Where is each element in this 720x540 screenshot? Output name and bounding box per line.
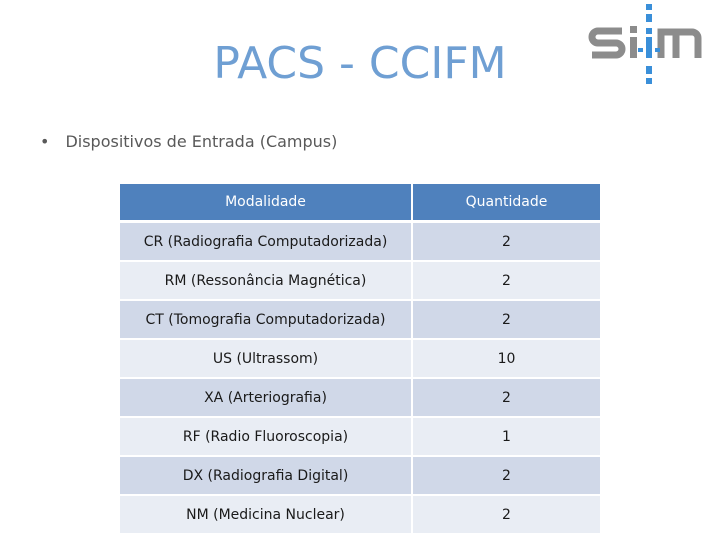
quantity-cell: 1 (413, 418, 600, 457)
modality-cell: DX (Radiografia Digital) (120, 457, 413, 496)
page-title: PACS - CCIFM (213, 38, 507, 89)
table-row (120, 340, 600, 379)
modality-cell: CR (Radiografia Computadorizada) (120, 223, 413, 262)
modality-cell: RM (Ressonância Magnética) (120, 262, 413, 301)
siim-logo (588, 4, 708, 86)
table-row (120, 418, 600, 457)
modality-cell: CT (Tomografia Computadorizada) (120, 301, 413, 340)
bullet-item (40, 132, 337, 151)
modality-cell: NM (Medicina Nuclear) (120, 496, 413, 535)
modality-cell: RF (Radio Fluoroscopia) (120, 418, 413, 457)
quantity-cell: 2 (413, 457, 600, 496)
bullet-icon: • (40, 132, 50, 151)
quantity-cell: 2 (413, 379, 600, 418)
modality-cell: XA (Arteriografia) (120, 379, 413, 418)
table-row (120, 301, 600, 340)
quantity-cell: 2 (413, 223, 600, 262)
quantity-cell: 2 (413, 301, 600, 340)
table-row (120, 457, 600, 496)
header-quantidade: Quantidade (413, 184, 600, 223)
table-row (120, 379, 600, 418)
modality-table (120, 184, 600, 535)
quantity-cell: 2 (413, 262, 600, 301)
quantity-cell: 10 (413, 340, 600, 379)
modality-cell: US (Ultrassom) (120, 340, 413, 379)
table-row (120, 496, 600, 535)
header-modalidade: Modalidade (120, 184, 413, 223)
bullet-text: Dispositivos de Entrada (Campus) (65, 132, 338, 151)
table-header-row (120, 184, 600, 223)
quantity-cell: 2 (413, 496, 600, 535)
table-row (120, 262, 600, 301)
table-row (120, 223, 600, 262)
